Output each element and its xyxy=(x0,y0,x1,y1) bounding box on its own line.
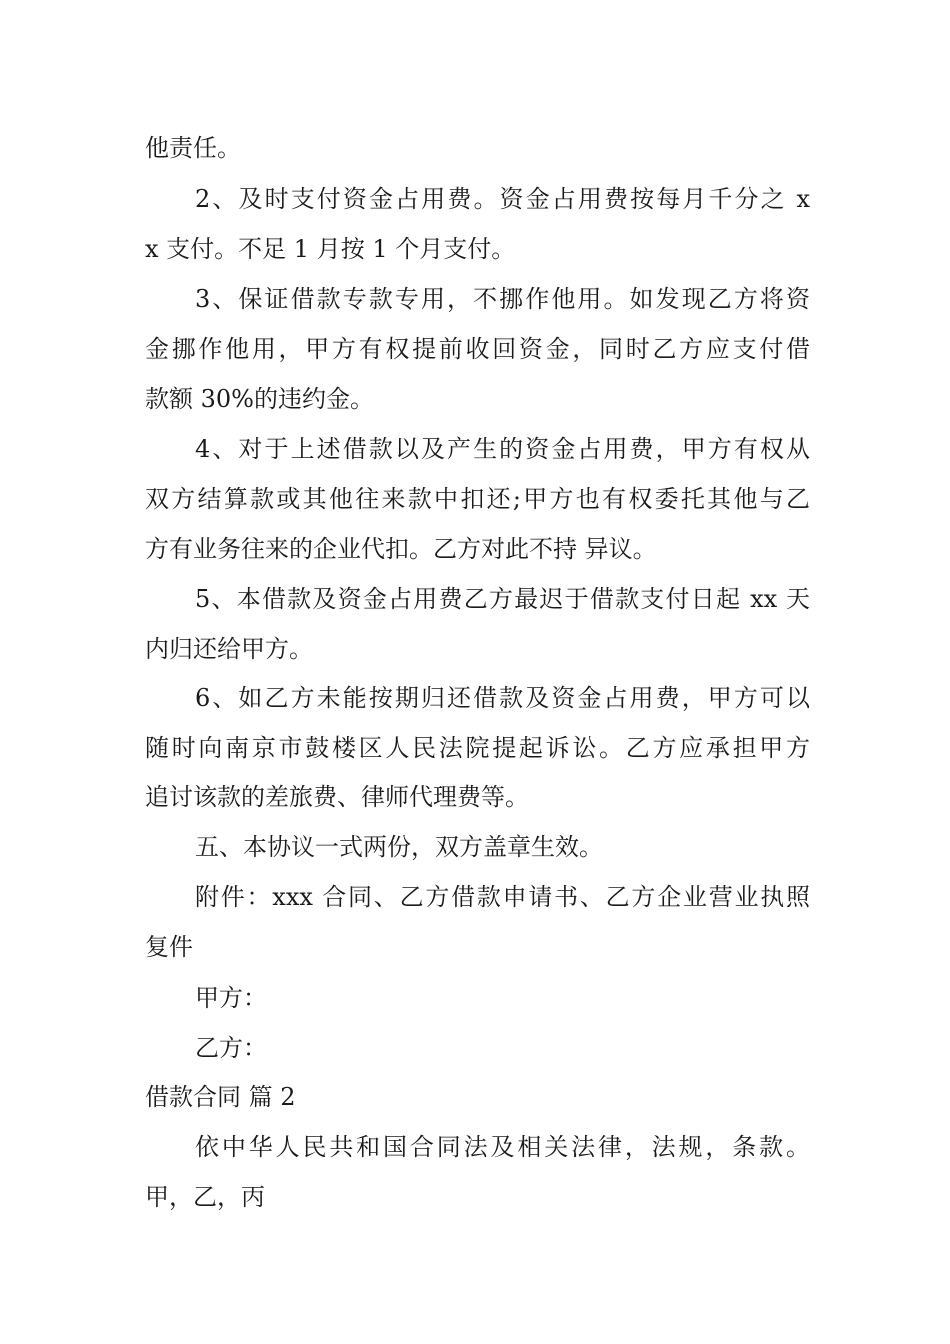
text-line: 五、本协议一式两份，双方盖章生效。 xyxy=(195,833,603,861)
text-line: 他责任。 xyxy=(145,134,241,162)
text-line: 附件：xxx 合同、乙方借款申请书、乙方企业营业执照 xyxy=(195,883,810,911)
text-line: 2、及时支付资金占用费。资金占用费按每月千分之 x xyxy=(195,185,810,213)
text-line: x 支付。不足 1 月按 1 个月支付。 xyxy=(145,235,516,263)
text-line: 款额 30%的违约金。 xyxy=(145,385,374,413)
text-line: 6、如乙方未能按期归还借款及资金占用费，甲方可以 xyxy=(195,684,810,712)
party-a-label: 甲方： xyxy=(195,984,267,1012)
section-heading: 借款合同 篇 2 xyxy=(145,1083,296,1111)
text-line: 5、本借款及资金占用费乙方最迟于借款支付日起 xx 天 xyxy=(195,585,810,613)
text-line: 3、保证借款专款专用，不挪作他用。如发现乙方将资 xyxy=(195,285,810,313)
text-line: 随时向南京市鼓楼区人民法院提起诉讼。乙方应承担甲方 xyxy=(145,734,810,762)
text-line: 方有业务往来的企业代扣。乙方对此不持 异议。 xyxy=(145,535,657,563)
text-line: 甲，乙，丙 xyxy=(145,1183,265,1211)
text-line: 追讨该款的差旅费、律师代理费等。 xyxy=(145,783,529,811)
text-line: 内归还给甲方。 xyxy=(145,635,313,663)
text-line: 金挪作他用，甲方有权提前收回资金，同时乙方应支付借 xyxy=(145,335,810,363)
text-line: 复件 xyxy=(145,933,193,961)
text-line: 依中华人民共和国合同法及相关法律，法规，条款。 xyxy=(195,1133,810,1161)
text-line: 双方结算款或其他往来款中扣还;甲方也有权委托其他与乙 xyxy=(145,485,810,513)
party-b-label: 乙方： xyxy=(195,1034,267,1062)
text-line: 4、对于上述借款以及产生的资金占用费，甲方有权从 xyxy=(195,435,810,463)
